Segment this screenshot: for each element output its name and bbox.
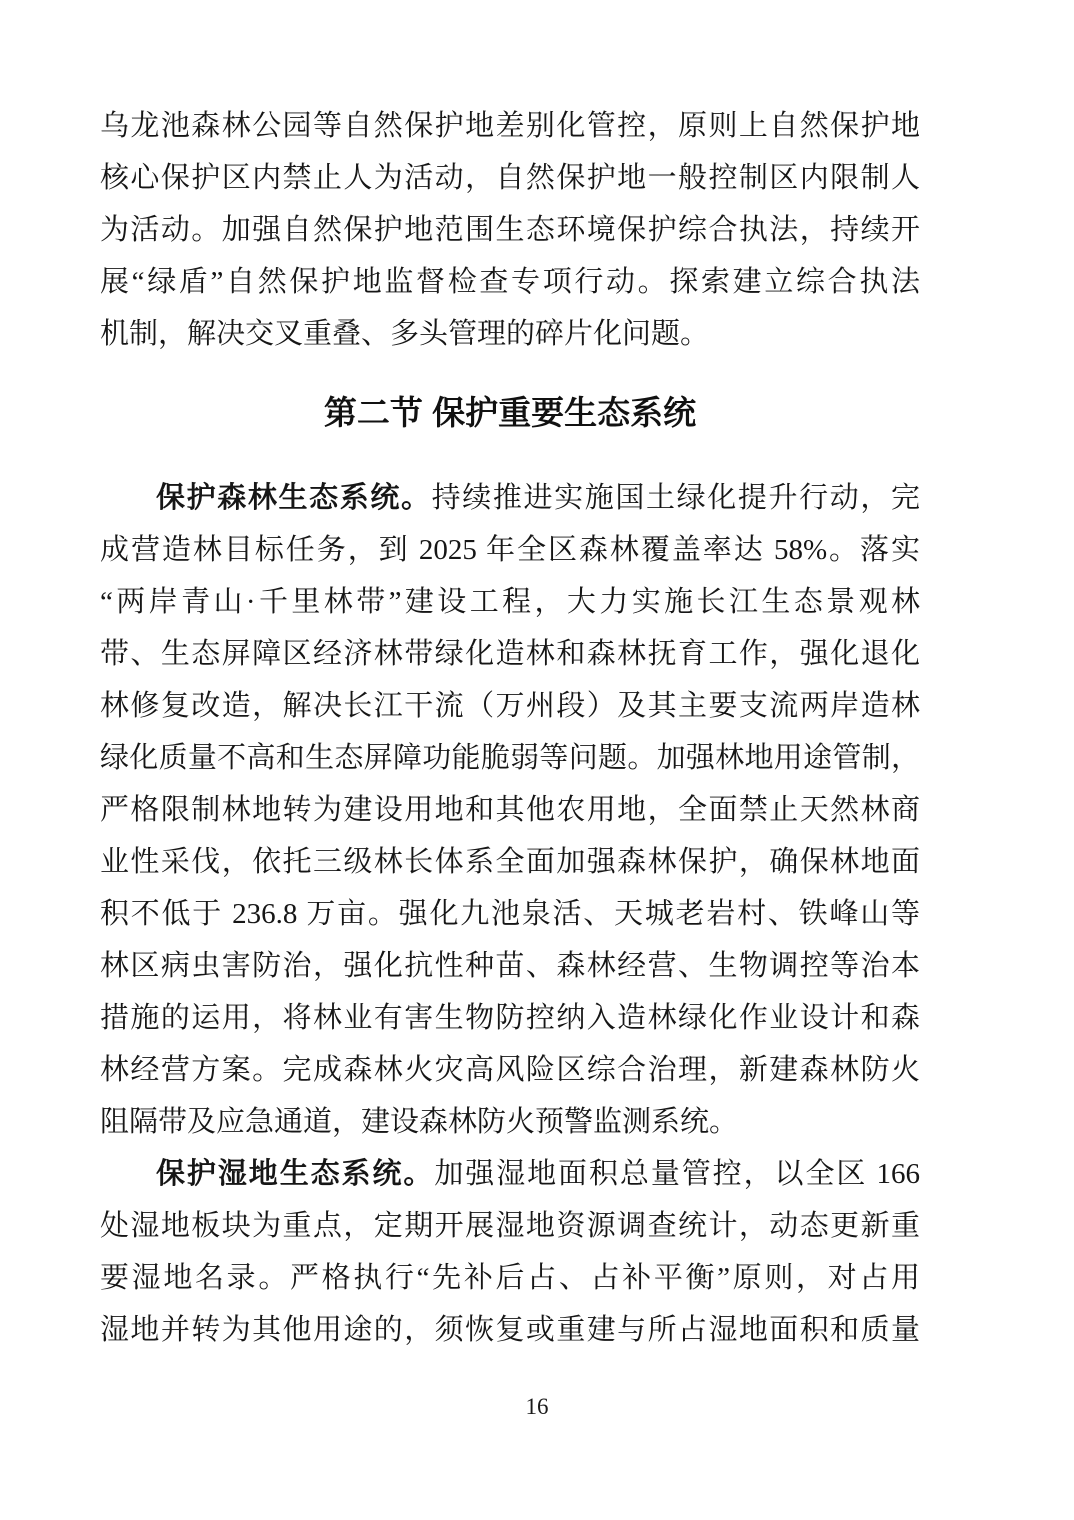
text-line: 林经营方案。完成森林火灾高风险区综合治理，新建森林防火 <box>100 1054 920 1086</box>
text-line: 湿地并转为其他用途的，须恢复或重建与所占湿地面积和质量 <box>100 1314 920 1346</box>
text-line: 林区病虫害防治，强化抗性种苗、森林经营、生物调控等治本 <box>100 950 920 982</box>
text-line: 保护森林生态系统。持续推进实施国土绿化提升行动，完 <box>156 482 920 514</box>
text-line: 展“绿盾”自然保护地监督检查专项行动。探索建立综合执法 <box>100 266 920 298</box>
text-line: 林修复改造，解决长江干流（万州段）及其主要支流两岸造林 <box>100 690 920 722</box>
text-line: 成营造林目标任务，到 2025 年全区森林覆盖率达 58%。落实 <box>100 534 920 566</box>
text-line: 处湿地板块为重点，定期开展湿地资源调查统计，动态更新重 <box>100 1210 920 1242</box>
text-line: 积不低于 236.8 万亩。强化九池泉活、天城老岩村、铁峰山等 <box>100 898 920 930</box>
paragraph-natural-reserves <box>100 100 920 360</box>
page-body <box>100 100 920 1356</box>
text-line: 措施的运用，将林业有害生物防控纳入造林绿化作业设计和森 <box>100 1002 920 1034</box>
paragraph-lead-bold: 保护森林生态系统。 <box>156 482 432 514</box>
text-line: 为活动。加强自然保护地范围生态环境保护综合执法，持续开 <box>100 214 920 246</box>
text-line: 要湿地名录。严格执行“先补后占、占补平衡”原则，对占用 <box>100 1262 920 1294</box>
text-line: 保护湿地生态系统。加强湿地面积总量管控，以全区 166 <box>156 1158 920 1190</box>
text-line: 核心保护区内禁止人为活动，自然保护地一般控制区内限制人 <box>100 162 920 194</box>
text-line: “两岸青山·千里林带”建设工程，大力实施长江生态景观林 <box>100 586 920 618</box>
page-number: 16 <box>525 1394 549 1419</box>
text-line: 绿化质量不高和生态屏障功能脆弱等问题。加强林地用途管制， <box>100 742 920 774</box>
paragraph-wetland-ecosystem <box>100 1148 920 1356</box>
paragraph-forest-ecosystem <box>100 472 920 1148</box>
text-line: 业性采伐，依托三级林长体系全面加强森林保护，确保林地面 <box>100 846 920 878</box>
text-line: 机制，解决交叉重叠、多头管理的碎片化问题。 <box>100 318 710 350</box>
text-line: 乌龙池森林公园等自然保护地差别化管控，原则上自然保护地 <box>100 110 920 142</box>
text-line: 阻隔带及应急通道，建设森林防火预警监测系统。 <box>100 1106 739 1138</box>
text-line: 带、生态屏障区经济林带绿化造林和森林抚育工作，强化退化 <box>100 638 920 670</box>
section-heading: 第二节 保护重要生态系统 <box>323 394 697 431</box>
paragraph-lead-bold: 保护湿地生态系统。 <box>156 1158 435 1190</box>
text-line: 严格限制林地转为建设用地和其他农用地，全面禁止天然林商 <box>100 794 920 826</box>
